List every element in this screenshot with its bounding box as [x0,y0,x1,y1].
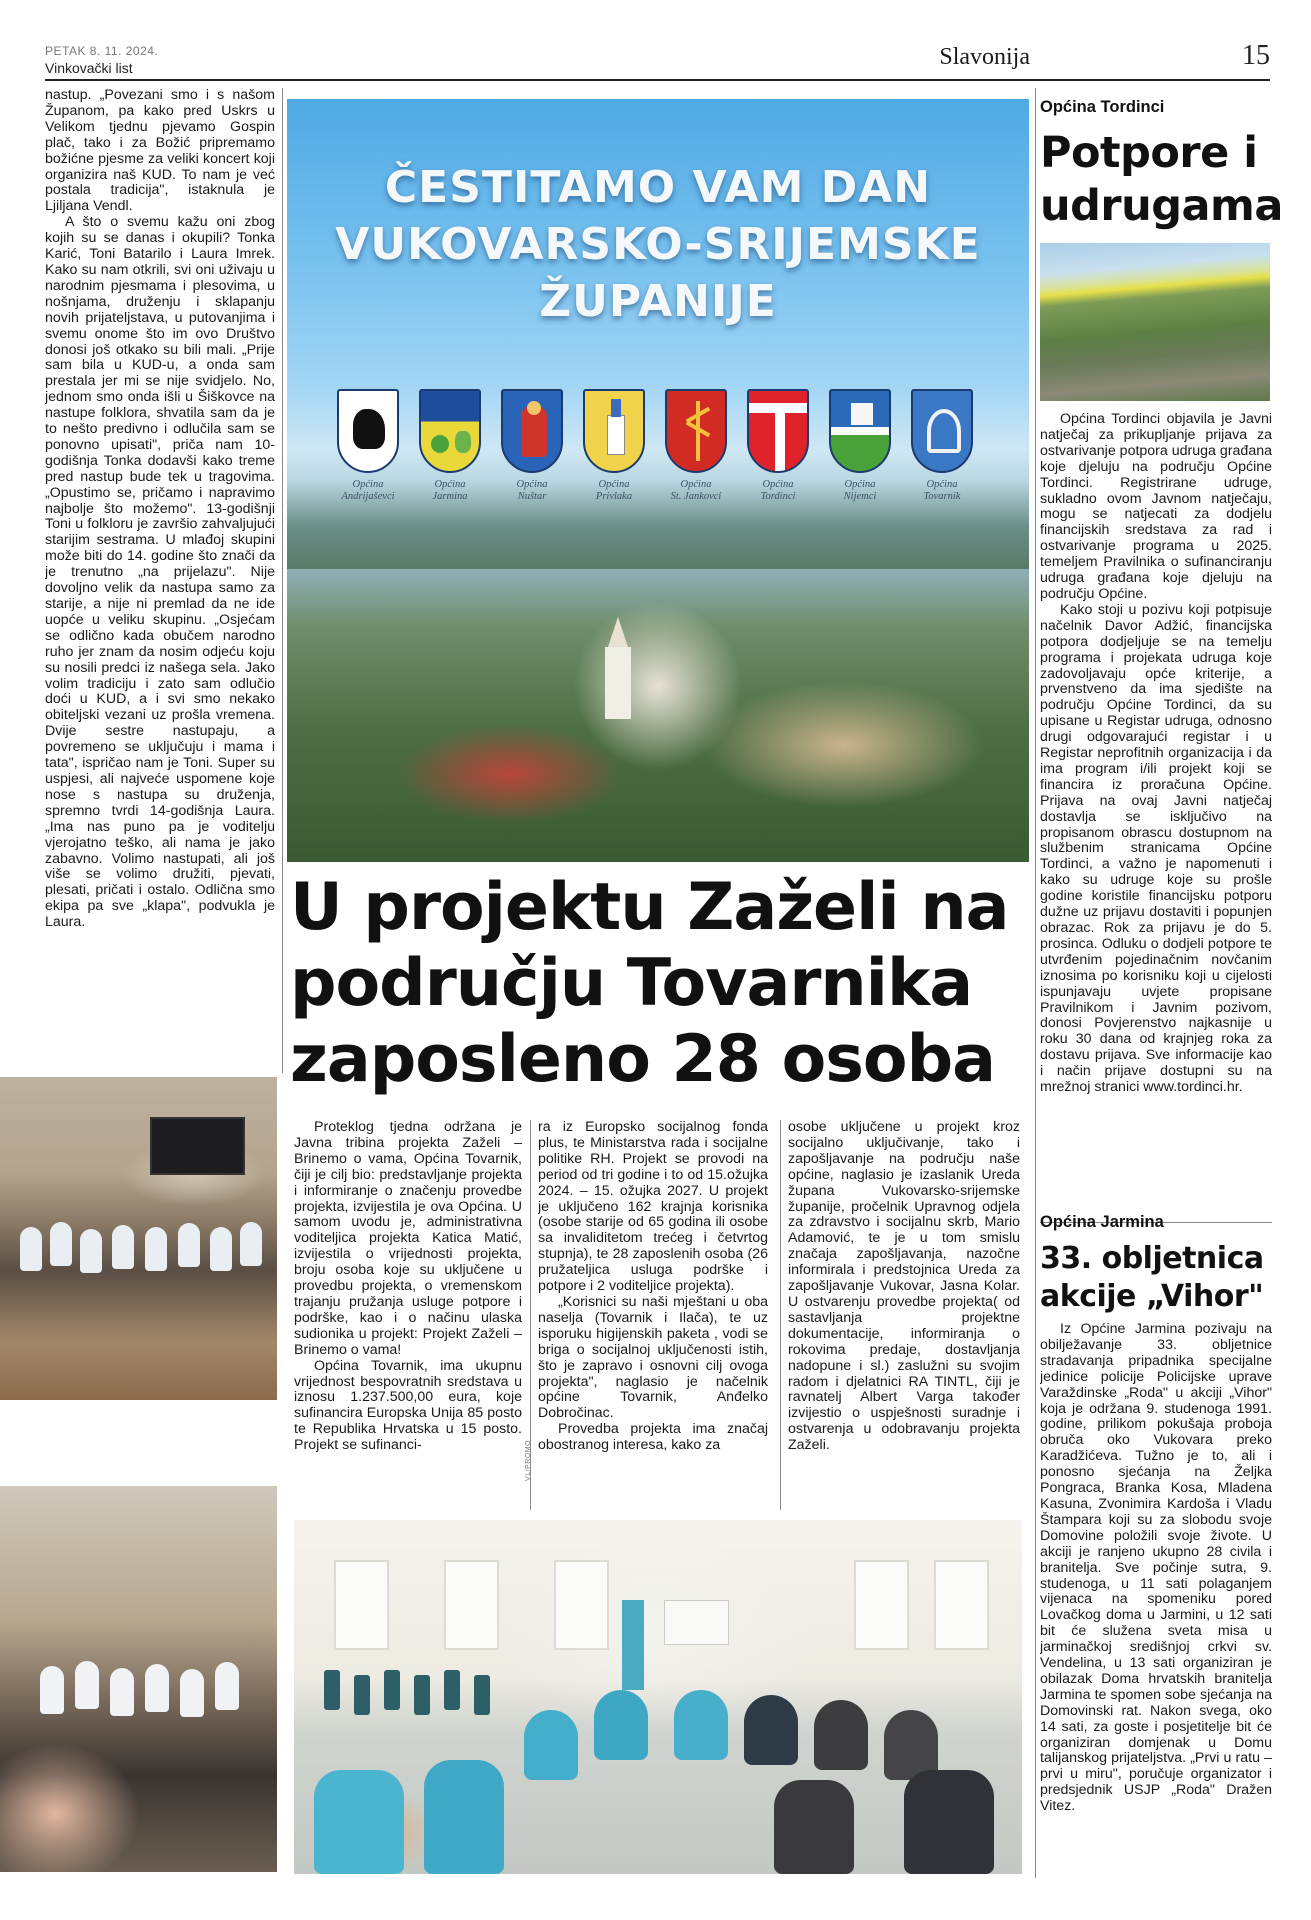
chair [384,1670,400,1710]
coat-of-arms-icon [747,389,809,473]
window [554,1560,609,1650]
column-divider [780,1120,781,1510]
coat-of-arms-icon [419,389,481,473]
crest-caption: Općina [434,479,466,490]
column-divider [1035,88,1036,1878]
child-figure [215,1662,239,1710]
crest-caption: St. Jankovci [670,491,722,502]
issue-date: PETAK 8. 11. 2024. [45,44,159,58]
participant [424,1760,504,1874]
tordinci-aerial-photo [1040,243,1270,401]
child-figure [145,1227,167,1271]
coat-of-arms-icon [583,389,645,473]
column-divider [282,88,283,1073]
crest-tordinci [747,389,809,503]
crest-caption: Andrijaševci [341,491,395,502]
article-paragraph: ra iz Europsko socijalnog fonda plus, te Ministarstva rada i socijalne politike RH. Projekt se provodi na period od tri godine i to od 15.ožujka 2024. – 15. ožujka 2027. U projekt je uključeno 162 krajnja korisnika (osobe starije od 65 godina ili osobe sa invaliditetom trećeg i četvrtog stupnja), te 28 zaposlenih osoba (26 pružateljica usluga podrške i potpore i 2 voditeljice projekta). [538,1120,768,1295]
promo-label: VL/PROMO [525,1440,532,1481]
child-figure [40,1666,64,1714]
coat-of-arms-icon [911,389,973,473]
article-paragraph: A što o svemu kažu oni zbog kojih su se danas i okupili? Tonka Karić, Toni Batarilo i Laura Imrek. Kako su nam otkrili, svi oni uživaju u narodnim pjesmama i plesovima, u nošnjama, druženju i sklapanju novih prijateljstava, u putovanjima i svemu onome što im ovo Društvo donosi još otkako su bili mali. „Prije sam bila u KUD-u, a onda sam prestala jer mi se nije svidjelo. No, jednom smo onda išli u Šiškovce na nastupe folklora, shvatila sam da je to nešto predivno i odlučila sam se ponovno upisati", priča nam 10-godišnja Tonka dodavši kako treme pred nastup bude tek u tragovima. „Opustimo se, pričamo i napravimo najbolje što možemo". 13-godišnji Toni u folkloru je završio zahvaljujući starijim sestrama. U mlađoj skupini može biti do 14. godine što znači da je trenutno „na prijelazu". Nije dovoljno velik da nastupa samo za starije, a nije ni premlad da ne ide uopće u veliku skupinu. „Osjećam se odlično kada obučem narodno ruho jer znam da nosim odjeću koju su nosili predci iz našega sela. Jako volim tradiciju i zato sam odlučio doći u KUD, a i svi smo nekako obiteljski vezani uz prošla vremena. Dvije sestre nastupaju, a povremeno se uključuju i mama i tata", ispričao nam je Toni. Super su uspjesi, ali najveće uspomene koje nose s nastupa su druženja, spremno tvrdi 14-godišnja Laura. „Ima nas puno pa je voditelju vjerojatno teško, ali nama je jako zabavno. Volimo nastupati, ali još više se volimo družiti, pjevati, plesati, pričati i ostalo. Odlična smo ekipa pa sve „klapa", podvukla je Laura. [45,214,275,931]
tv-screen [150,1117,245,1175]
crest-tovarnik [911,389,973,503]
project-banner [622,1600,644,1690]
child-figure [178,1223,200,1267]
child-figure [210,1227,232,1271]
participant [674,1690,728,1760]
child-figure [20,1227,42,1271]
municipality-crests [337,389,977,529]
crest-caption: Općina [844,479,876,490]
chair [354,1675,370,1715]
coat-of-arms-icon [501,389,563,473]
main-article-column-2 [538,1120,768,1510]
crest-caption: Općina [352,479,384,490]
projection-screen [664,1600,729,1645]
crest-caption: Općina [516,479,548,490]
participant [594,1690,648,1760]
folklore-group-photo [0,1077,277,1400]
newspaper-name: Vinkovački list [45,60,133,76]
crest-caption: Tovarnik [923,491,961,502]
child-figure [112,1225,134,1269]
crest-caption: Općina [762,479,794,490]
participant [524,1710,578,1780]
chair [324,1670,340,1710]
child-figure [240,1222,262,1266]
crest-caption: Privlaka [595,491,633,502]
window [444,1560,499,1650]
sidebar-kicker: Općina Jarmina [1040,1213,1164,1231]
crest-caption: Jarmina [432,491,468,502]
child-figure [110,1668,134,1716]
sidebar-title: Potpore i udrugama [1040,128,1283,231]
crest-caption: Nuštar [517,491,547,502]
ad-title [287,159,1029,330]
county-day-advertisement [287,99,1029,862]
coat-of-arms-icon [665,389,727,473]
article-paragraph: Iz Općine Jarmina pozivaju na obilježavanje 33. obljetnice stradavanja pripadnika specijalne jedinice policije Policijske uprave Varaždinske „Roda" u akciji „Vihor" koja je održana 9. studenoga 1991. godine, prilikom pokušaja proboja obruča oko Vukovara preko Karadžićeva. Tužno je to, ali i ponosno sjećanja na Željka Pongraca, Branka Kosa, Mladena Kasuna, Zvonimira Kardoša i Vladu Štampara koji su za slobodu svoje Domovine položili svoje živote. U akciji je ranjeno ukupno 28 civila i branitelja. Sve počinje sutra, 9. studenoga, u 11 sati polaganjem vijenaca na spomeniku pored Lovačkog doma u Jarmini, u 12 sati bit će služena sveta misa u jarminačkoj središnjoj crkvi sv. Vendelina, u 13 sati organiziran je obilazak Doma hrvatskih branitelja Jarmina te spomen sobe sjećanja na Domovinski rat. Nakon svega, oko 14 sati, za goste i posjetitelje bit će organiziran domjenak u Domu talijanskog prijateljstva. „Prvi u ratu – prvi u miru", poručuje organizator i predsjednik USJP „Roda" Dražen Vitez. [1040,1322,1272,1815]
coat-of-arms-icon [337,389,399,473]
main-article-column-1 [294,1120,522,1510]
article-paragraph: „Korisnici su naši mještani u oba naselja (Tovarnik i Ilača), te uz isporuku higijenskih paketa , vodi se briga o socijalnoj uključenosti istih, što je zapravo i osnovni cilj ovoga projekta", naglasio je načelnik općine Tovarnik, Anđelko Dobročinac. [538,1293,768,1422]
church-tower [605,647,631,719]
children-seated-photo [0,1486,277,1872]
meeting-photo [294,1520,1022,1874]
window [934,1560,989,1650]
town-aerial-view [287,569,1029,862]
participant [774,1780,854,1874]
crest-caption: Općina [680,479,712,490]
ad-title-line: VUKOVARSKO-SRIJEMSKE [335,219,981,270]
crest-caption: Općina [926,479,958,490]
article-paragraph: Općina Tordinci objavila je Javni natječaj za prikupljanje prijava za ostvarivanje potpora udruga građana koje djeluju na području Općine Tordinci. Registrirane udruge, sukladno ovom Javnom natječaju, mogu se natjecati za dodjelu financijskih sredstava za rad i ostvarivanje programa u 2025. temeljem Pravilnika o sufinanciranju udruga građana koje djeluju na području Općine. [1040,412,1272,602]
article-paragraph: Kako stoji u pozivu koji potpisuje načelnik Davor Adžić, financijska potpora dodjeljuje se na temelju programa i projekata udruga koje zadovoljavaju opće kriterije, a prvenstveno da ima sjedište na području Općine Tordinci, da su upisane u Registar udruga, odnosno drugi odgovarajući registar i u Registar neprofitnih organizacija i da ima program i/ili projekt koji se financira iz proračuna Općine. Prijava na ovaj Javni natječaj dostavlja se isključivo na propisanom obrascu dostupnom na službenim stranicama Općine Tordinci, a važno je napomenuti i kako su udruge koje su prošle godine koristile financijsku potporu dužne uz prijavu dostaviti i popunjen obrazac. Rok za prijavu je do 5. prosinca. Odluku o dodjeli potpore te utvrđenim pojedinačnim novčanim iznosima po korisniku koji u cijelosti ispunjavaju uvjete propisane Pravilnikom i Javnim pozivom, donosi Povjerenstvo najkasnije u roku 30 dana od krajnjeg roka za dostavu prijava. Sve informacije kao i način prijave dostupni su na mrežnoj stranici www.tordinci.hr. [1040,601,1272,1096]
participant [314,1770,404,1874]
crest-caption: Općina [598,479,630,490]
article-paragraph: Općina Tovarnik, ima ukupnu vrijednost bespovratnih sredstava u iznosu 1.237.500,00 eura, koje sufinancira Europska Unija 85 posto te Republika Hrvatska u 15 posto. Projekt se sufinanci- [294,1357,522,1454]
coat-of-arms-icon [829,389,891,473]
crest-nijemci [829,389,891,503]
sidebar-article [1040,412,1272,1202]
child-figure [50,1222,72,1266]
article-paragraph: nastup. „Povezani smo i s našom Županom, pa kako pred Uskrs u Velikom tjednu pjevamo Gospin plač, tako i za Božić pripremamo božićne pjesme za veliki koncert koji organizira naš KUD. To nam je već postala tradicija", istaknula je Ljiljana Vendl. [45,88,275,215]
header-rule [45,79,1270,81]
crest-jarmina [419,389,481,503]
crest-nustar [501,389,563,503]
chair [474,1675,490,1715]
page-number: 15 [1242,40,1270,71]
participant [744,1695,798,1765]
crest-privlaka [583,389,645,503]
participant [814,1700,868,1770]
child-figure [180,1669,204,1717]
window [854,1560,909,1650]
ad-title-line: ŽUPANIJE [539,276,777,327]
child-figure [145,1664,169,1712]
article-paragraph: Provedba projekta ima značaj obostranog interesa, kako za [538,1421,768,1454]
continued-article [45,88,275,1068]
article-paragraph: osobe uključene u projekt kroz socijalno uključivanje, tako i zapošljavanje na području naše općine, naglasio je izaslanik Ureda župana Vukovarsko-srijemske županije, pročelnik Upravnog odjela za zdravstvo i socijalnu skrb, Mario Adamović, te je u tom smislu značaja zapošljavanja, nazočne informirala i predstojnica Ureda za zapošljavanje Vukovar, Jasna Kolar. U ostvarenju provedbe projekta( od sastavljanja projektne dokumentacije, informiranja o rokovima predaje, dostavljanja nadopune i sl.) zaslužni su svojim radom i djelatnici RA TINTL, čiji je ravnatelj Albert Varga također izvijestio o uspješnosti suradnje i ostvarenja u odobravanju projekta Zaželi. [788,1120,1020,1454]
crest-caption: Nijemci [843,491,877,502]
sidebar-kicker: Općina Tordinci [1040,98,1165,116]
crest-st-jankovci [665,389,727,503]
child-figure [80,1229,102,1273]
main-article-column-3 [788,1120,1020,1510]
main-headline: U projektu Zaželi na području Tovarnika zaposleno 28 osoba [290,870,1009,1097]
child-figure [75,1661,99,1709]
chair [414,1675,430,1715]
sidebar-article [1040,1322,1272,1882]
sidebar-title: 33. obljetnica akcije „Vihor" [1040,1241,1264,1314]
article-paragraph: Proteklog tjedna održana je Javna tribina projekta Zaželi – Brinemo o vama, Općina Tovarnik, čiji je cilj bio: predstavljanje projekta i informiranje o značenju provedbe projekta, izvijestila je ova Općina. U samom uvodu je, administrativna voditeljica projekta Katica Matić, izvijestila o vrijednosti projekta, broju osoba koje su uključene u provedbu projekta, o vremenskom trajanju pružanja usluge potpore i podrške, kao i o načinu ulaska sudionika u projekt: Projekt Zaželi – Brinemo o vama! [294,1120,522,1358]
crest-caption: Tordinci [760,491,796,502]
ad-title-line: ČESTITAMO VAM DAN [384,162,932,213]
window [334,1560,389,1650]
participant [904,1770,994,1874]
crest-andrijasevci [337,389,399,503]
section-name: Slavonija [939,44,1030,70]
chair [444,1670,460,1710]
